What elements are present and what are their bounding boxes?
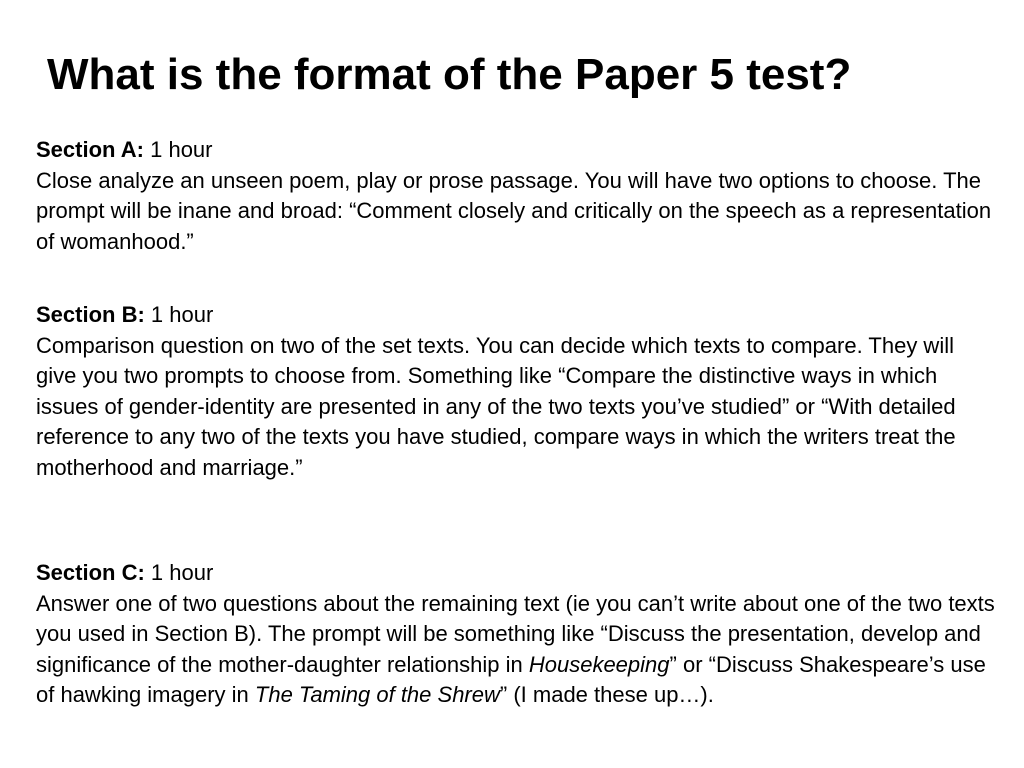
section-b-duration: 1 hour [150, 302, 214, 327]
slide-title: What is the format of the Paper 5 test? [47, 50, 852, 99]
section-b-label: Section B: [36, 302, 145, 327]
section-c-body-text-1: Answer one of two questions about the remaining text (ie you can’t write about one of the two texts you used in Section B). The prompt will be something like “Discuss the presentation, develop and significance of the mother-daughter relationship in [36, 590, 995, 677]
section-b [36, 300, 996, 483]
section-c-heading [36, 558, 996, 589]
book-title-taming-of-the-shrew: The Taming of the Shrew [254, 682, 500, 707]
section-c-duration: 1 hour [150, 560, 214, 585]
section-a-heading [36, 135, 996, 166]
section-a-label: Section A: [36, 137, 144, 162]
section-c-body-text-3: ” (I made these up…). [499, 682, 714, 707]
section-b-heading [36, 300, 996, 331]
section-b-body: Comparison question on two of the set texts. You can decide which texts to compare. They will give you two prompts to choose from. Something like “Compare the distinctive ways in which issues of gender-identity are presented in any of the two texts you’ve studied” or “With detailed reference to any two of the texts you have studied, compare ways in which the writers treat the motherhood and marriage.” [36, 332, 956, 480]
section-a-duration: 1 hour [150, 137, 213, 162]
section-a-body: Close analyze an unseen poem, play or prose passage. You will have two options to choose. The prompt will be inane and broad: “Comment closely and critically on the speech as a representation of womanhood.” [36, 167, 992, 254]
section-c-body [36, 589, 996, 711]
section-c-body-text-2: ” or “Discuss Shakespeare’s use of hawking imagery in [36, 651, 986, 707]
section-a [36, 135, 996, 257]
book-title-housekeeping: Housekeeping [528, 651, 670, 677]
section-c-label: Section C: [36, 560, 145, 585]
section-c [36, 558, 996, 711]
